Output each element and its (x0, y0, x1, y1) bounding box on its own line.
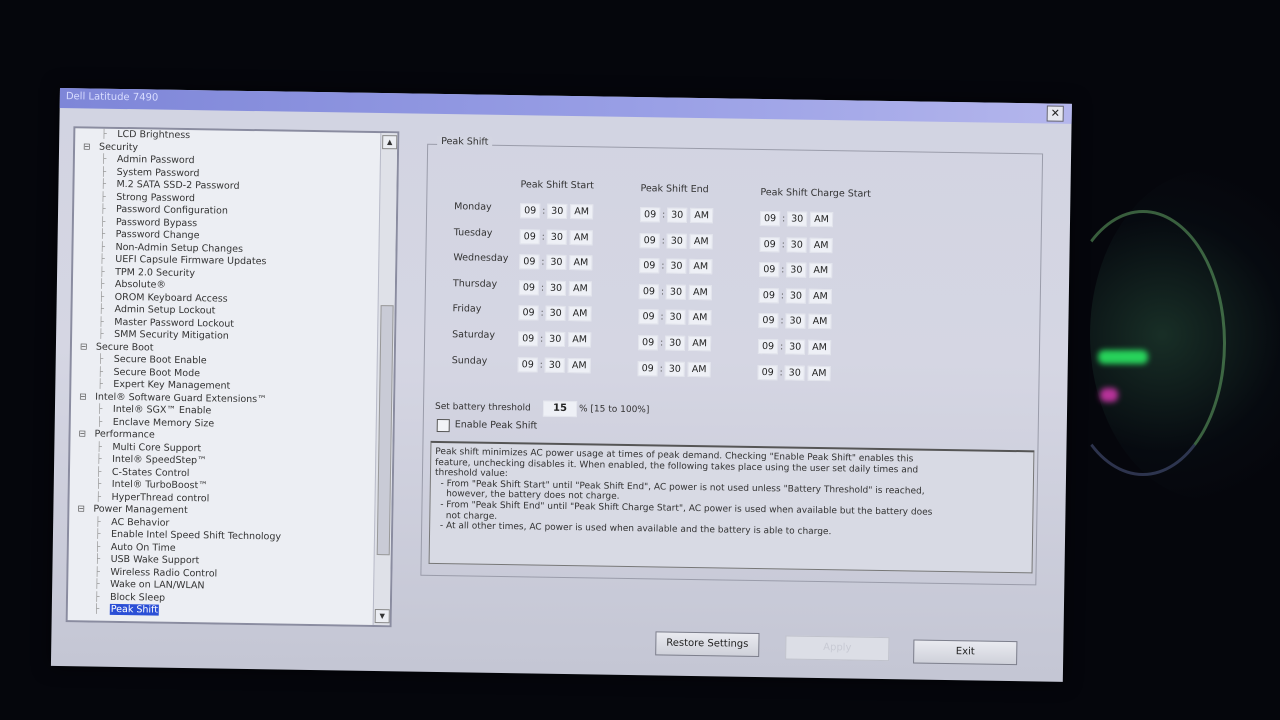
tree-label: M.2 SATA SSD-2 Password (116, 178, 240, 192)
tree-connector-icon: ├ (94, 529, 101, 540)
minute-field[interactable]: 30 (785, 365, 805, 380)
bios-setup-window (51, 88, 1072, 682)
ampm-field[interactable]: AM (809, 289, 832, 304)
tree-connector-icon: ├ (99, 267, 105, 278)
exit-button[interactable]: Exit (913, 639, 1017, 665)
day-label: Tuesday (453, 226, 493, 239)
minute-field[interactable]: 30 (786, 263, 806, 278)
time-separator: : (659, 363, 663, 375)
tree-connector-icon: ├ (96, 454, 102, 465)
tree-label: Non-Admin Setup Changes (115, 241, 244, 255)
tree-expander-icon: ⊟ (82, 141, 91, 152)
hour-field[interactable]: 09 (638, 335, 658, 350)
tree-label: Enclave Memory Size (112, 416, 215, 429)
tree-label: Peak Shift (110, 603, 159, 616)
time-field-charge[interactable] (759, 288, 832, 303)
tree-label: Secure Boot (95, 341, 154, 353)
tree-label: Master Password Lockout (114, 316, 235, 330)
hour-field[interactable]: 09 (759, 288, 779, 303)
tree-expander-icon: ⊟ (77, 504, 86, 515)
ampm-field[interactable]: AM (569, 306, 592, 321)
minute-field[interactable]: 30 (665, 361, 685, 376)
background-fan-ring (1060, 210, 1226, 476)
day-label: Saturday (452, 329, 496, 341)
ampm-field[interactable]: AM (569, 281, 592, 296)
settings-tree (66, 126, 400, 627)
background-green-led (1098, 350, 1148, 364)
scroll-down-arrow-icon[interactable]: ▼ (375, 609, 390, 623)
tree-label: Multi Core Support (112, 441, 202, 454)
time-separator: : (661, 209, 666, 221)
tree-label: Wireless Radio Control (110, 566, 218, 580)
tree-expander-icon: ⊟ (78, 429, 87, 440)
hour-field[interactable]: 09 (520, 229, 540, 244)
hour-field[interactable]: 09 (760, 237, 780, 252)
tree-connector-icon: ├ (93, 592, 100, 603)
background-pink-led (1100, 388, 1118, 402)
tree-connector-icon: ├ (95, 492, 102, 503)
time-separator: : (540, 282, 545, 294)
tree-label: Block Sleep (109, 591, 166, 604)
tree-label: Absolute® (114, 278, 167, 291)
time-separator: : (539, 359, 543, 371)
time-separator: : (781, 264, 785, 276)
minute-field[interactable]: 30 (666, 259, 686, 274)
tree-connector-icon: ├ (96, 417, 103, 428)
minute-field[interactable]: 30 (667, 208, 687, 223)
settings-tree-list (68, 128, 380, 620)
tree-connector-icon: ├ (100, 192, 106, 203)
time-separator: : (541, 231, 545, 243)
time-field-end[interactable] (640, 233, 713, 248)
day-label: Thursday (452, 277, 498, 290)
hour-field[interactable]: 09 (518, 357, 538, 372)
tree-label: Password Configuration (116, 203, 229, 217)
tree-label: Intel® TurboBoost™ (111, 478, 208, 492)
tree-label: Strong Password (116, 191, 196, 204)
ampm-field[interactable]: AM (809, 263, 832, 278)
tree-connector-icon: ├ (98, 292, 105, 303)
tree-label: Wake on LAN/WLAN (110, 578, 205, 592)
time-separator: : (541, 256, 545, 268)
tree-connector-icon: ├ (98, 317, 104, 328)
column-header-charge-start: Peak Shift Charge Start (760, 187, 872, 200)
time-field-start[interactable] (518, 331, 591, 346)
tree-connector-icon: ├ (94, 579, 100, 590)
time-field-start[interactable] (520, 229, 593, 244)
hour-field[interactable]: 09 (519, 254, 539, 269)
tree-label: Password Bypass (115, 216, 198, 229)
time-field-charge[interactable] (760, 211, 833, 226)
window-title: Dell Latitude 7490 (65, 91, 159, 104)
ampm-field[interactable]: AM (689, 285, 712, 300)
tree-label: SMM Security Mitigation (114, 328, 229, 342)
ampm-field[interactable]: AM (688, 336, 711, 351)
enable-peak-shift-label[interactable]: Enable Peak Shift (454, 419, 538, 432)
tree-label: TPM 2.0 Security (115, 266, 196, 279)
scroll-thumb[interactable] (377, 305, 394, 555)
ampm-field[interactable]: AM (688, 361, 711, 376)
time-separator: : (542, 205, 546, 217)
time-separator: : (781, 213, 786, 225)
time-field-charge[interactable] (760, 237, 833, 252)
minute-field[interactable]: 30 (547, 204, 567, 219)
minute-field[interactable]: 30 (787, 211, 807, 226)
tree-connector-icon: ├ (98, 279, 105, 290)
tree-label: Expert Key Management (113, 378, 231, 392)
battery-threshold-label: Set battery threshold (434, 401, 531, 414)
time-separator: : (661, 260, 665, 272)
minute-field[interactable]: 30 (547, 229, 567, 244)
ampm-field[interactable]: AM (690, 208, 713, 223)
tree-label: AC Behavior (111, 516, 170, 529)
day-label: Monday (454, 201, 492, 213)
tree-label: UEFI Capsule Firmware Updates (115, 253, 267, 268)
time-separator: : (780, 290, 785, 302)
tree-connector-icon: ├ (97, 354, 104, 365)
tree-expander-icon: ⊟ (79, 341, 88, 352)
tree-connector-icon: ├ (101, 129, 107, 140)
battery-threshold-input[interactable]: 15 (543, 401, 577, 418)
hour-field[interactable]: 09 (758, 339, 778, 354)
time-field-start[interactable] (518, 357, 591, 372)
day-label: Wednesday (453, 252, 509, 265)
hour-field[interactable]: 09 (638, 310, 658, 325)
tree-label: OROM Keyboard Access (114, 291, 228, 305)
tree-expander-icon: ⊟ (79, 391, 87, 402)
tree-label: Secure Boot Enable (113, 353, 207, 367)
tree-label: Power Management (93, 503, 188, 517)
tree-connector-icon: ├ (98, 329, 104, 340)
time-field-start[interactable] (520, 203, 593, 218)
tree-connector-icon: ├ (100, 204, 106, 215)
column-header-start: Peak Shift Start (520, 179, 595, 192)
day-label: Friday (452, 303, 482, 316)
ampm-field[interactable]: AM (569, 255, 592, 270)
tree-connector-icon: ├ (100, 154, 107, 165)
tree-label: Intel® SGX™ Enable (112, 403, 212, 417)
tree-label: Admin Setup Lockout (114, 303, 216, 317)
tree-label: Secure Boot Mode (113, 366, 201, 379)
enable-peak-shift-checkbox[interactable] (437, 419, 450, 432)
time-separator: : (540, 307, 544, 320)
tree-label: Performance (94, 428, 155, 441)
ampm-field[interactable]: AM (810, 237, 833, 252)
time-separator: : (780, 315, 784, 327)
ampm-field[interactable]: AM (808, 340, 831, 355)
ampm-field[interactable]: AM (808, 365, 831, 380)
hour-field[interactable]: 09 (519, 280, 539, 295)
hour-field[interactable]: 09 (760, 211, 780, 226)
minute-field[interactable]: 30 (667, 233, 687, 248)
tree-label: System Password (116, 166, 200, 179)
hour-field[interactable]: 09 (518, 331, 538, 346)
ampm-field[interactable]: AM (689, 310, 712, 325)
minute-field[interactable]: 30 (545, 332, 565, 347)
ampm-field[interactable]: AM (689, 259, 712, 274)
tree-connector-icon: ├ (99, 229, 106, 240)
ampm-field[interactable]: AM (568, 358, 591, 373)
hour-field[interactable]: 09 (640, 207, 660, 222)
restore-settings-button[interactable]: Restore Settings (655, 631, 759, 657)
ampm-field[interactable]: AM (810, 212, 833, 227)
time-separator: : (781, 238, 785, 250)
tree-connector-icon: ├ (96, 442, 102, 453)
tree-connector-icon: ├ (96, 404, 103, 415)
tree-label: Password Change (115, 228, 200, 242)
minute-field[interactable]: 30 (785, 339, 805, 354)
time-separator: : (779, 366, 783, 378)
tree-connector-icon: ├ (100, 179, 106, 190)
tree-label: USB Wake Support (110, 553, 200, 567)
minute-field[interactable]: 30 (785, 314, 805, 329)
tree-label: C-States Control (111, 466, 190, 479)
column-header-end: Peak Shift End (640, 183, 709, 196)
tree-connector-icon: ├ (97, 367, 104, 378)
time-separator: : (660, 286, 665, 298)
description-text: Peak shift minimizes AC power usage at times of peak demand. Checking "Enable Peak Shift" enables this feature, unchecking disables it. When enabled, the following takes place using the user set daily times and threshold value: - From "Peak Shift Start" until "Peak Shift End", AC power is not used unless "Battery Threshold" is reached, however, the battery does not charge. - From "Peak Shift End" until "Peak Shift Charge Start", AC power is used when available but the battery does not charge. - At all other times, AC power is used when available and the battery is able to charge. (434, 446, 933, 538)
tree-label: Enable Intel Speed Shift Technology (110, 528, 282, 543)
tree-label: Intel® SpeedStep™ (112, 453, 207, 467)
time-separator: : (661, 235, 665, 247)
scroll-up-arrow-icon[interactable]: ▲ (382, 135, 397, 149)
tree-connector-icon: ├ (99, 242, 106, 253)
tree-connector-icon: ├ (97, 379, 103, 390)
tree-connector-icon: ├ (93, 604, 100, 615)
time-field-start[interactable] (519, 280, 592, 295)
hour-field[interactable]: 09 (758, 365, 778, 380)
tree-connector-icon: ├ (99, 217, 106, 228)
ampm-field[interactable]: AM (690, 234, 713, 249)
hour-field[interactable]: 09 (640, 233, 660, 248)
minute-field[interactable]: 30 (665, 310, 685, 325)
minute-field[interactable]: 30 (666, 284, 686, 299)
tree-connector-icon: ├ (100, 167, 107, 178)
tree-connector-icon: ├ (94, 567, 100, 578)
time-field-end[interactable] (639, 258, 712, 273)
tree-label: Security (98, 141, 139, 153)
time-field-end[interactable] (638, 361, 711, 376)
description-box (429, 441, 1035, 573)
apply-button[interactable]: Apply (785, 635, 889, 661)
time-field-end[interactable] (640, 207, 713, 222)
time-separator: : (779, 341, 784, 353)
tree-label: Intel® Software Guard Extensions™ (95, 391, 267, 405)
tree-connector-icon: ├ (99, 254, 105, 265)
time-separator: : (540, 333, 544, 345)
time-field-end[interactable] (638, 335, 711, 350)
tree-connector-icon: ├ (94, 554, 101, 565)
time-field-end[interactable] (639, 284, 712, 299)
battery-threshold-range: % [15 to 100%] (578, 404, 650, 416)
tree-label: Auto On Time (110, 541, 176, 554)
ampm-field[interactable]: AM (808, 314, 831, 329)
tree-connector-icon: ├ (95, 467, 102, 478)
hour-field[interactable]: 09 (638, 361, 658, 376)
time-field-charge[interactable] (758, 313, 831, 328)
hour-field[interactable]: 09 (518, 306, 538, 321)
close-button[interactable]: ✕ (1047, 106, 1064, 122)
tree-connector-icon: ├ (95, 517, 101, 528)
tree-connector-icon: ├ (94, 542, 101, 553)
day-label: Sunday (451, 354, 488, 367)
minute-field[interactable]: 30 (546, 255, 566, 270)
tree-label: LCD Brightness (117, 128, 191, 142)
time-field-start[interactable] (519, 254, 592, 269)
minute-field[interactable]: 30 (545, 357, 565, 372)
time-separator: : (659, 337, 664, 349)
time-field-charge[interactable] (759, 262, 832, 277)
hour-field[interactable]: 09 (759, 262, 779, 277)
tree-label: Admin Password (116, 153, 195, 167)
tree-connector-icon: ├ (95, 479, 102, 490)
ampm-field[interactable]: AM (570, 204, 593, 219)
hour-field[interactable]: 09 (758, 313, 778, 328)
ampm-field[interactable]: AM (570, 230, 593, 245)
hour-field[interactable]: 09 (639, 284, 659, 299)
hour-field[interactable]: 09 (520, 203, 540, 218)
tree-connector-icon: ├ (98, 304, 105, 315)
time-field-end[interactable] (638, 310, 711, 325)
minute-field[interactable]: 30 (787, 237, 807, 252)
time-field-start[interactable] (518, 306, 591, 321)
minute-field[interactable]: 30 (786, 288, 806, 303)
time-field-charge[interactable] (758, 365, 831, 380)
ampm-field[interactable]: AM (568, 332, 591, 347)
minute-field[interactable]: 30 (546, 280, 566, 295)
minute-field[interactable]: 30 (665, 336, 685, 351)
hour-field[interactable]: 09 (639, 258, 659, 273)
peak-shift-group-title: Peak Shift (437, 136, 492, 148)
title-bar (60, 88, 1072, 124)
minute-field[interactable]: 30 (545, 306, 565, 321)
time-field-charge[interactable] (758, 339, 831, 354)
tree-label: HyperThread control (111, 491, 210, 504)
time-separator: : (660, 311, 664, 323)
